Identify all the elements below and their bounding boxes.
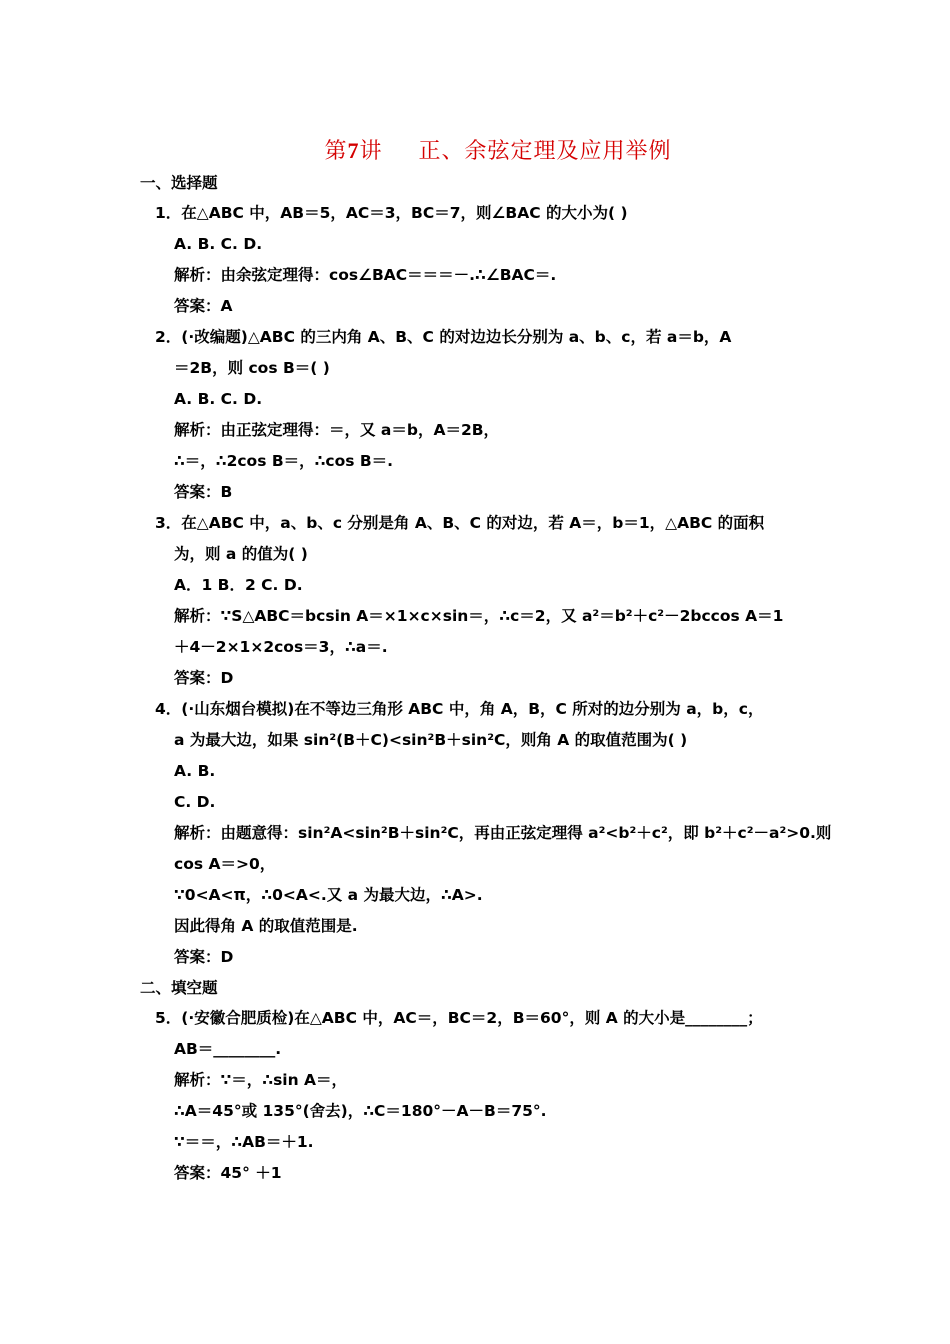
text-line: 5．(·安徽合肥质检)在△ABC 中，AC＝，BC＝2，B＝60°，则 A 的大小是________； (155, 1009, 763, 1027)
text-line: ∵0<A<π，∴0<A<.又 a 为最大边，∴A>. (174, 886, 483, 904)
text-line: A. B. (174, 762, 216, 780)
text-line: 解析：由余弦定理得：cos∠BAC＝＝＝－.∴∠BAC＝. (174, 266, 557, 284)
text-line: A. B. C. D. (174, 235, 263, 253)
text-line: cos A＝>0， (174, 855, 276, 873)
text-line: 2．(·改编题)△ABC 的三内角 A、B、C 的对边边长分别为 a、b、c，若 a＝b，A (155, 328, 732, 346)
text-line: 4．(·山东烟台模拟)在不等边三角形 ABC 中，角 A，B，C 所对的边分别为 a，b，c， (155, 700, 764, 718)
text-line: ＝2B，则 cos B＝( ) (174, 359, 330, 377)
section-heading: 二、填空题 (140, 979, 218, 997)
text-line: 答案：A (174, 297, 233, 315)
text-line: AB＝________. (174, 1040, 282, 1058)
text-line: ∵＝＝，∴AB＝＋1. (174, 1133, 314, 1151)
title-suffix: 讲 (359, 139, 383, 164)
section-heading: 一、选择题 (140, 174, 218, 192)
text-line: 解析：∵S△ABC＝bcsin A＝×1×c×sin＝，∴c＝2，又 a²＝b²＋c²－2bccos A＝1 (174, 607, 784, 625)
text-line: 因此得角 A 的取值范围是. (174, 917, 358, 935)
text-line: A. B. C. D. (174, 390, 263, 408)
text-line: 解析：由题意得：sin²A<sin²B＋sin²C，再由正弦定理得 a²<b²＋c²，即 b²＋c²－a²>0.则 (174, 824, 832, 842)
text-line: 为，则 a 的值为( ) (174, 545, 308, 563)
text-line: C. D. (174, 793, 216, 811)
text-line: 答案：D (174, 948, 234, 966)
text-line: ＋4－2×1×2cos＝3，∴a＝. (174, 638, 388, 656)
title-topic: 正、余弦定理及应用举例 (418, 139, 672, 164)
text-line: 3．在△ABC 中，a、b、c 分别是角 A、B、C 的对边，若 A＝，b＝1，△ABC 的面积 (155, 514, 765, 532)
text-line: a 为最大边，如果 sin²(B＋C)<sin²B＋sin²C，则角 A 的取值范围为( ) (174, 731, 688, 749)
text-line: ∴A＝45°或 135°(舍去)，∴C＝180°－A－B＝75°. (174, 1102, 547, 1120)
title-number: 7 (347, 138, 360, 163)
text-line: 答案：D (174, 669, 234, 687)
text-line: 解析：由正弦定理得：＝，又 a＝b，A＝2B， (174, 421, 500, 439)
text-line: ∴＝，∴2cos B＝，∴cos B＝. (174, 452, 394, 470)
title-prefix: 第 (324, 139, 348, 164)
text-line: 答案：45° ＋1 (174, 1164, 282, 1182)
text-line: 解析：∵＝，∴sin A＝， (174, 1071, 348, 1089)
text-line: A．1 B．2 C. D. (174, 576, 303, 594)
text-line: 1．在△ABC 中，AB＝5，AC＝3，BC＝7，则∠BAC 的大小为( ) (155, 204, 628, 222)
text-line: 答案：B (174, 483, 233, 501)
page-title (0, 134, 950, 165)
